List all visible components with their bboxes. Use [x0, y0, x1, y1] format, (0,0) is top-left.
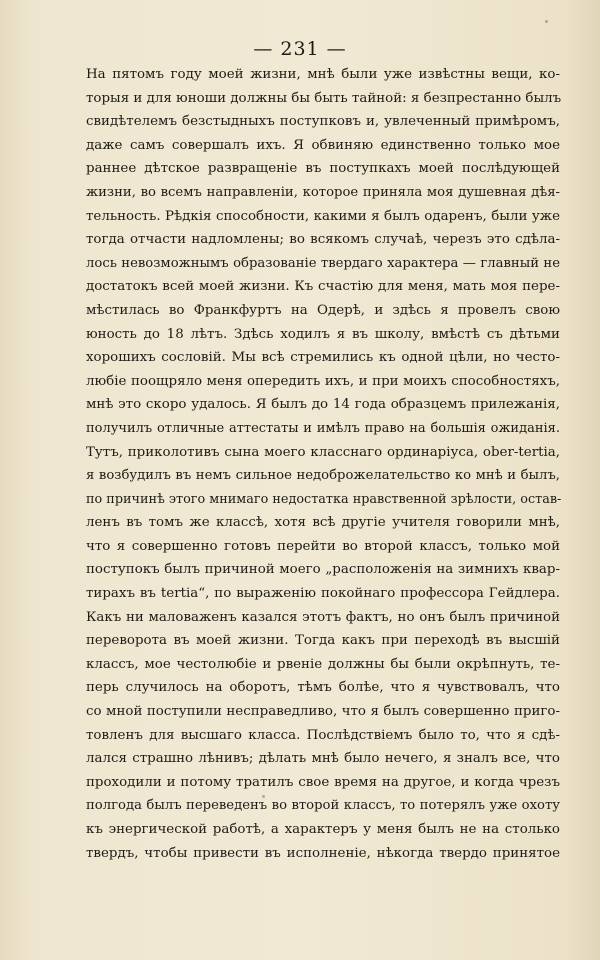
- text-line: перь случилось на оборотъ, тѣмъ болѣе, что я чувствовалъ, что: [86, 680, 560, 696]
- text-line: достатокъ всей моей жизни. Къ счастію для меня, мать моя пере-: [86, 279, 560, 295]
- text-line: лось невозможнымъ образованіе твердаго характера — главный не: [86, 255, 560, 271]
- text-line: торыя и для юноши должны бы быть тайной: я безпрестанно былъ: [86, 90, 562, 106]
- text-line: даже самъ совершалъ ихъ. Я обвиняю единственно только мое: [86, 137, 560, 153]
- page-number: — 231 —: [253, 38, 347, 60]
- text-line: тогда отчасти надломлены; во всякомъ случаѣ, черезъ это сдѣла-: [86, 232, 560, 248]
- text-line: полгода былъ переведенъ во второй классъ, то потерялъ уже охоту: [86, 798, 560, 814]
- text-line: твердъ, чтобы привести въ исполненіе, нѣкогда твердо принятое: [86, 845, 560, 861]
- paper-speck: [545, 20, 548, 23]
- text-line: жизни, во всемъ направленіи, которое приняла моя душевная дѣя-: [86, 184, 560, 200]
- text-line: хорошихъ сословій. Мы всѣ стремились къ одной цѣли, но често-: [86, 350, 560, 366]
- text-line: проходили и потому тратилъ свое время на другое, и когда чрезъ: [86, 774, 560, 790]
- text-line: классъ, мое честолюбіе и рвеніе должны бы были окрѣпнуть, те-: [86, 656, 560, 672]
- text-line: лался страшно лѣнивъ; дѣлать мнѣ было нечего, я зналъ все, что: [86, 751, 560, 767]
- text-line: получилъ отличные аттестаты и имѣлъ право на большія ожиданія.: [86, 420, 560, 436]
- text-line: любіе поощряло меня опередить ихъ, и при моихъ способностяхъ,: [86, 373, 560, 389]
- text-line: На пятомъ году моей жизни, мнѣ были уже извѣстны вещи, ко-: [86, 67, 560, 82]
- text-line: я возбудилъ въ немъ сильное недоброжелательство ко мнѣ и былъ,: [86, 468, 560, 484]
- text-line: тельность. Рѣдкія способности, какими я былъ одаренъ, были уже: [86, 208, 560, 224]
- text-line: мнѣ это скоро удалось. Я былъ до 14 года образцемъ прилежанія,: [86, 397, 560, 413]
- text-line: тирахъ въ tertia“, по выраженію покойнаго профессора Гейдлера.: [86, 586, 560, 602]
- text-line: мѣстилась во Франкфуртъ на Одерѣ, и здѣсь я провелъ свою: [86, 302, 560, 318]
- body-text: [86, 63, 560, 865]
- text-line: Тутъ, приколотивъ сына моего класснаго ординаріуса, ober-tertia,: [86, 444, 560, 460]
- paper-speck: [262, 795, 265, 798]
- text-line: свидѣтелемъ безстыдныхъ поступковъ и, увлеченный примѣромъ,: [86, 114, 560, 130]
- text-line: раннее дѣтское развращеніе въ поступкахъ моей послѣдующей: [86, 161, 560, 177]
- text-line: товленъ для высшаго класса. Послѣдствіемъ было то, что я сдѣ-: [86, 727, 560, 743]
- text-line: юность до 18 лѣтъ. Здѣсь ходилъ я въ школу, вмѣстѣ съ дѣтьми: [86, 326, 560, 342]
- text-line: къ энергической работѣ, а характеръ у меня былъ не на столько: [86, 822, 560, 837]
- text-line: со мной поступили несправедливо, что я былъ совершенно приго-: [86, 704, 560, 720]
- text-line: переворота въ моей жизни. Тогда какъ при переходѣ въ высшій: [86, 633, 560, 649]
- text-line: по причинѣ этого мнимаго недостатка нравственной зрѣлости, остав-: [86, 491, 562, 507]
- text-line: Какъ ни маловаженъ казался этотъ фактъ, но онъ былъ причиной: [86, 609, 560, 625]
- text-line: что я совершенно готовъ перейти во второй классъ, только мой: [86, 538, 560, 554]
- text-line: ленъ въ томъ же классѣ, хотя всѣ другіе учителя говорили мнѣ,: [86, 515, 560, 531]
- text-line: поступокъ былъ причиной моего „расположенія на зимнихъ квар-: [86, 562, 560, 578]
